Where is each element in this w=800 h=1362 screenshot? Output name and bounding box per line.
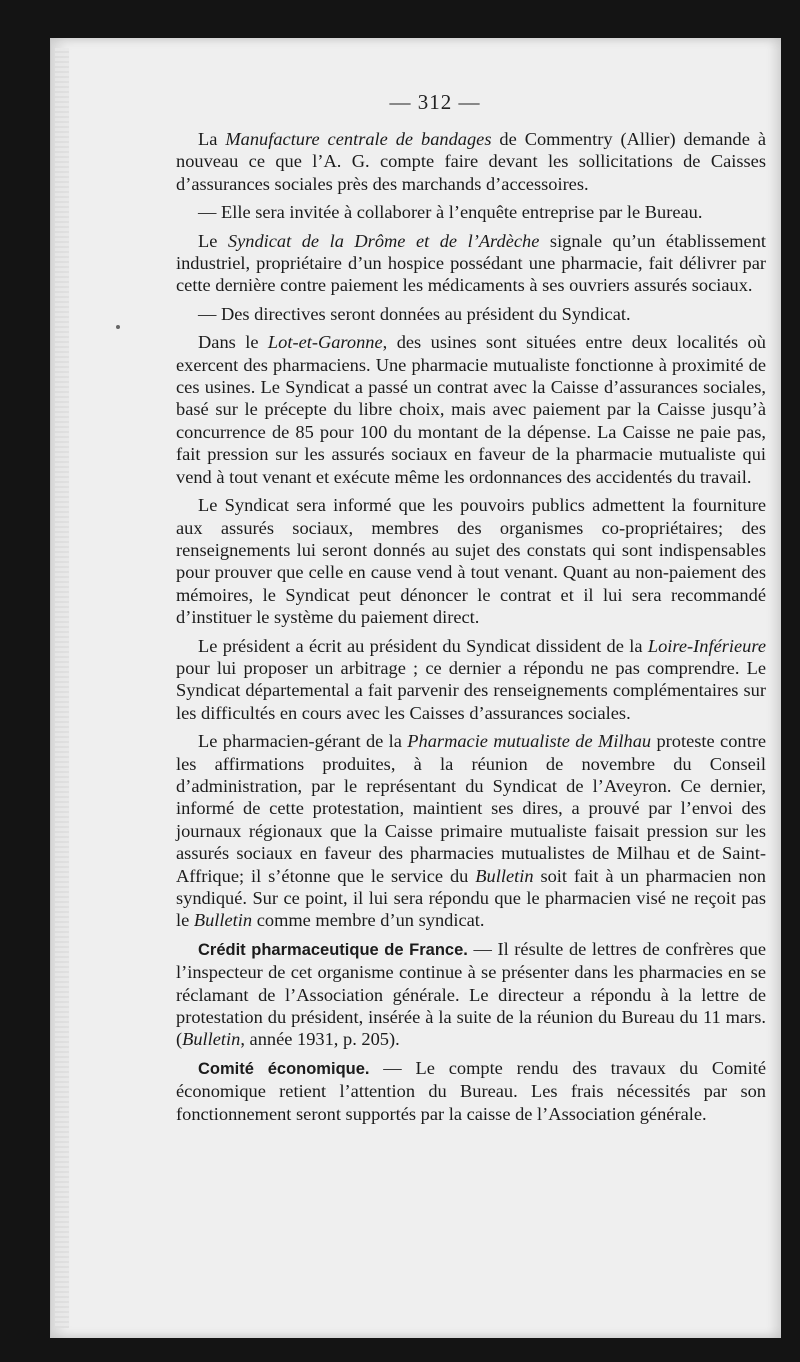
paragraph [176, 230, 766, 297]
paragraph [176, 1057, 766, 1125]
text-run: Le Syndicat sera informé que les pouvoirs publics admettent la fourniture aux assurés sociaux, membres des organismes co-propriétaires; des renseignements lui seront donnés au sujet des constats qui sont indispensables pour prouver que celle en cause vend à tout venant. Quant au non-paiement des mémoires, le Syndicat peut dénoncer le contrat et il lui sera recommandé d’instituer le système du paiement direct. [176, 495, 766, 628]
text-run: comme membre d’un syndicat. [252, 910, 485, 931]
text-run: La [198, 129, 226, 149]
paragraph [176, 938, 766, 1051]
text-run: — Le compte rendu des travaux du Comité économique retient l’attention du Bureau. Les frais nécessités par son fonctionnement seront supportés par la caisse de l’Association générale. [176, 1057, 766, 1124]
section-heading: Comité économique. [198, 1059, 370, 1078]
paragraph [176, 201, 766, 223]
text-run: Dans le [198, 332, 268, 353]
text-run: Le pharmacien-gérant de la [198, 731, 408, 752]
margin-dot [116, 325, 120, 329]
text-run: proteste contre les affirmations produites, à la réunion de novembre du Conseil d’administration, par le représentant du Syndicat de l’Aveyron. Ce dernier, informé de cette protestation, maintient ses dires, a prouvé par l’envoi des journaux régionaux que la Caisse primaire mutualiste faisait pression sur les assurés sociaux en faveur des pharmacies mutualistes de Milhau et de Saint-Affrique; il s’étonne que le service du [176, 731, 766, 886]
italic-text: Bulletin [475, 865, 534, 886]
text-run: Le [198, 230, 228, 251]
text-run: pour lui proposer un arbitrage ; ce dernier a répondu ne pas comprendre. Le Syndicat départemental a fait parvenir des renseignements complémentaires sur les difficultés en cours avec les Caisses d’assurances sociales. [176, 657, 766, 723]
text-run: signale qu’un établissement industriel, propriétaire d’un hospice possédant une pharmacie, fait délivrer par cette dernière contre paiement les médicaments à ses ouvriers assurés sociaux. [176, 230, 767, 296]
italic-text: Manufacture centrale de bandages [225, 129, 492, 149]
paragraph [176, 494, 766, 628]
text-run: , des usines sont situées entre deux localités où exercent des pharmaciens. Une pharmacie mutualiste fonctionne à proximité de ces usines. Le Syndicat a passé un contrat avec la Caisse d’assurances sociales, basé sur le précepte du libre choix, mais avec paiement par la Caisse jusqu’à concurrence de 85 pour 100 du montant de la dépense. La Caisse ne paie pas, fait pression sur les assurés sociaux en faveur de la pharmacie mutualiste qui vend à tout venant et exécute même les ordonnances des accidentés du travail. [176, 332, 766, 487]
italic-text: Bulletin [193, 910, 253, 931]
paragraph [176, 303, 766, 325]
italic-text: Lot-et-Garonne [267, 332, 383, 353]
section-heading: Crédit pharmaceutique de France. [198, 940, 468, 959]
italic-text: Loire-Inférieure [647, 635, 766, 656]
paragraph [176, 331, 766, 488]
text-run: de Commentry (Allier) demande à nouveau ce que l’A. G. compte faire devant les sollicitations de Caisses d’assurances sociales près des marchands d’accessoires. [176, 129, 766, 194]
italic-text: Pharmacie mutualiste de Milhau [407, 731, 652, 752]
italic-text: Syndicat de la Drôme et de l’Ardèche [227, 230, 540, 251]
body-text [176, 128, 766, 1131]
page-gutter-texture [55, 48, 69, 1328]
italic-text: Bulletin [182, 1029, 241, 1050]
text-run: — Elle sera invitée à collaborer à l’enquête entreprise par le Bureau. [198, 202, 703, 223]
text-run: , année 1931, p. 205). [240, 1029, 400, 1050]
paragraph [176, 635, 766, 725]
text-run: soit fait à un pharmacien non syndiqué. Sur ce point, il lui sera répondu que le pharmacien visé ne reçoit pas le [176, 865, 766, 931]
paragraph [176, 128, 766, 195]
page-number: — 312 — [389, 90, 481, 114]
text-run: Le président a écrit au président du Syndicat dissident de la [198, 635, 648, 656]
paragraph [176, 730, 766, 932]
text-run: — Des directives seront données au président du Syndicat. [198, 303, 631, 324]
text-run: — Il résulte de lettres de confrères que l’inspecteur de cet organisme continue à se présenter dans les pharmacies en se réclamant de l’Association générale. Le directeur a répondu à la lettre de protestation du président, insérée à la suite de la réunion du Bureau du 11 mars. ( [176, 938, 766, 1050]
